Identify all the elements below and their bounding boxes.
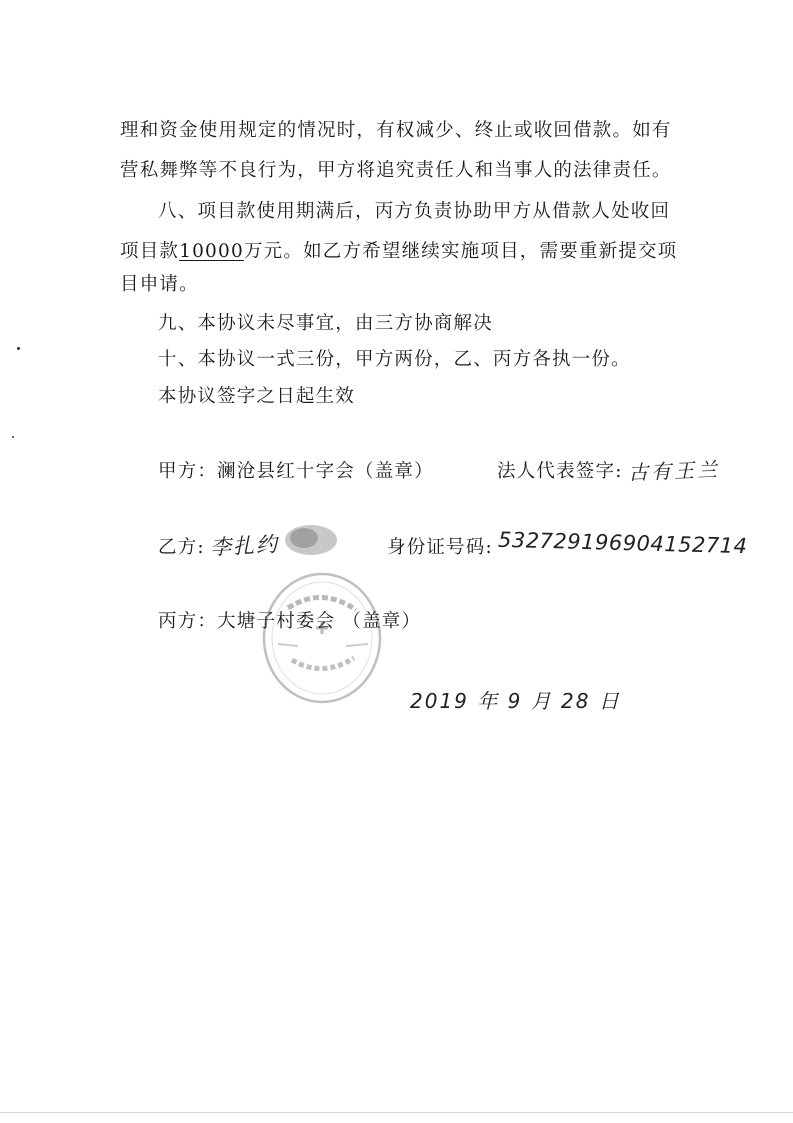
id-number-label: 身份证号码: xyxy=(387,537,493,558)
clause-9: 九、本协议未尽事宜，由三方协商解决 xyxy=(158,313,493,334)
legal-rep-signature: 古有王兰 xyxy=(627,457,721,485)
clause-8-line-3: 目申请。 xyxy=(120,274,199,295)
party-b-label: 乙方: xyxy=(158,537,205,558)
project-amount: 10000 xyxy=(179,241,244,262)
scan-speck xyxy=(17,347,20,350)
clause-7-line-2: 营私舞弊等不良行为，甲方将追究责任人和当事人的法律责任。 xyxy=(120,160,672,181)
clause-8-line-2 xyxy=(120,239,677,265)
id-number-handwritten: 532729196904152714 xyxy=(497,527,748,559)
clause-8-prefix: 项目款 xyxy=(120,241,180,262)
red-cross-seal-stamp xyxy=(258,568,386,708)
smudge-mark xyxy=(282,520,340,560)
effective-clause: 本协议签字之日起生效 xyxy=(158,386,356,407)
clause-8-suffix: 万元。如乙方希望继续实施项目，需要重新提交项 xyxy=(243,241,678,262)
clause-8-line-1: 八、项目款使用期满后，丙方负责协助甲方从借款人处收回 xyxy=(158,201,671,222)
scan-speck xyxy=(12,436,14,438)
scan-edge-line xyxy=(0,1112,793,1113)
party-c-label: 丙方：大塘子村委会 （盖章） xyxy=(158,611,422,632)
clause-10: 十、本协议一式三份，甲方两份，乙、丙方各执一份。 xyxy=(158,349,631,370)
legal-rep-label: 法人代表签字: xyxy=(497,461,623,482)
party-a-label: 甲方：澜沧县红十字会（盖章） xyxy=(158,461,434,482)
signing-date: 2019 年 9 月 28 日 xyxy=(410,689,621,713)
clause-7-line-1: 理和资金使用规定的情况时，有权减少、终止或收回借款。如有 xyxy=(120,120,672,141)
party-b-signature: 李扎约 xyxy=(209,532,280,560)
